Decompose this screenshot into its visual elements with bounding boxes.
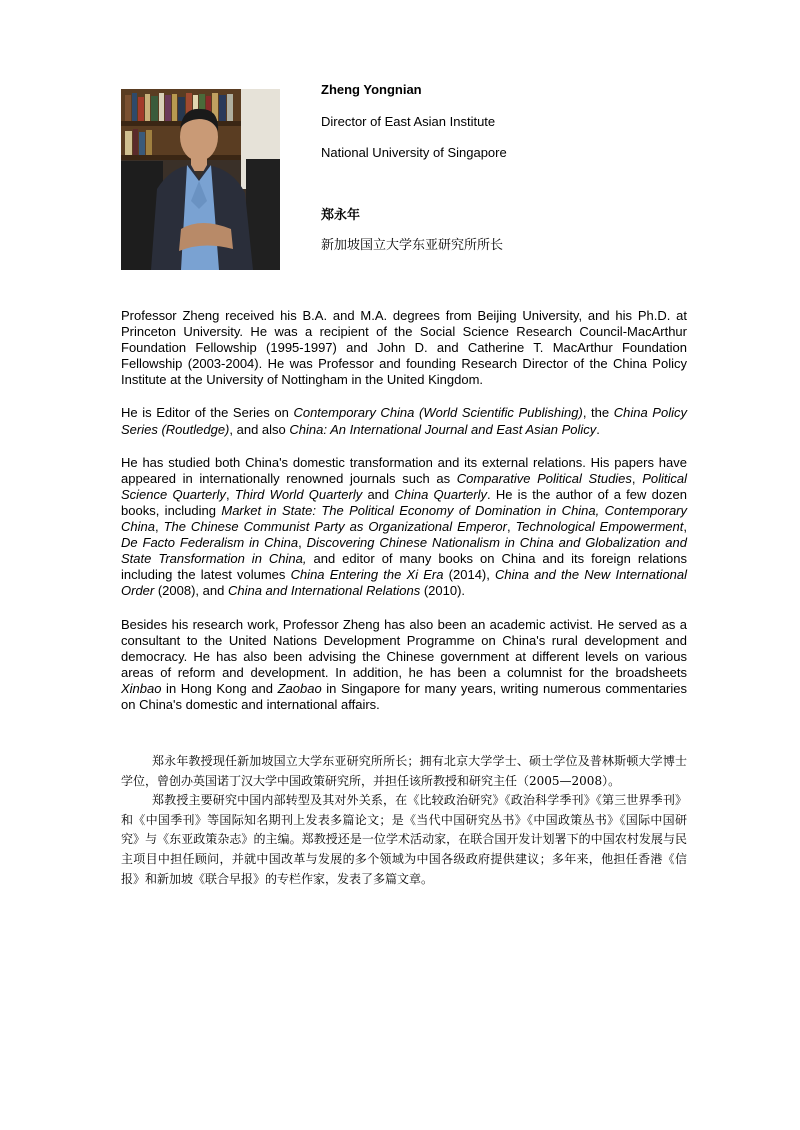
text-run: , <box>154 519 164 535</box>
italic-title: Discovering Chinese Nationalism in China and Globalization and State Transformation in China, <box>121 535 687 567</box>
person-chinese-name: 郑永年 <box>321 208 361 223</box>
header-block <box>321 82 741 253</box>
italic-title: China and the New International Order <box>121 567 688 599</box>
italic-title: Technological Empowerment <box>515 519 684 535</box>
portrait-photo <box>121 89 280 270</box>
person-name: Zheng Yongnian <box>321 82 422 97</box>
text-run: (2008), and <box>154 583 228 599</box>
text-run: and editor of many books on China and its foreign relations including the latest volumes <box>121 551 687 583</box>
italic-title: China Quarterly <box>394 486 488 502</box>
bio-paragraph <box>121 405 687 437</box>
text-run: , <box>298 535 307 551</box>
text-run: , <box>683 519 687 535</box>
text-run: Besides his research work, Professor Zheng has also been an academic activist. He served as a consultant to the United Nations Development Programme on China's rural development and democracy. He has also been advising the Chinese government at different levels on various areas of reform and development. In addition, he has been a columnist for the broadsheets <box>121 616 687 680</box>
italic-title: De Facto Federalism in China <box>121 535 299 551</box>
italic-title: Zaobao <box>277 680 322 696</box>
bio-paragraph <box>121 617 687 714</box>
text-run: and <box>362 486 395 502</box>
italic-title: China: An International Journal and East Asian Policy <box>289 421 597 437</box>
bio-paragraph <box>121 455 687 600</box>
chinese-paragraph: 郑教授主要研究中国内部转型及其对外关系，在《比较政治研究》《政治科学季刊》《第三世界季刊》和《中国季刊》等国际知名期刊上发表多篇论文；是《当代中国研究丛书》《中国政策丛书》《国际中国研究》与《东亚政策杂志》的主编。郑教授还是一位学术活动家，在联合国开发计划署下的中国农村发展与民主项目中担任顾问，并就中国改革与发展的多个领域为中国各级政府提供建议；多年来，他担任香港《信报》和新加坡《联合早报》的专栏作家，发表了多篇文章。 <box>121 793 687 886</box>
text-run: in Singapore for many years, writing numerous commentaries on China's domestic and international affairs. <box>121 680 688 712</box>
text-run: He is Editor of the Series on <box>121 405 294 421</box>
text-run: Professor Zheng received his B.A. and M.A. degrees from Beijing University, and his Ph.D. at Princeton University. He was a recipient of the Social Science Research Council-MacArthur Foundation Fellowship (1995-1997) and John D. and Catherine T. MacArthur Foundation Fellowship (2003-2004). He was Professor and founding Research Director of the China Policy Institute at the University of Nottingham in the United Kingdom. <box>121 308 687 388</box>
person-chinese-title: 新加坡国立大学东亚研究所所长 <box>321 238 504 253</box>
italic-title: The Chinese Communist Party as Organizational Emperor <box>163 519 507 535</box>
italic-title: Contemporary China (World Scientific Publishing) <box>293 405 583 421</box>
text-run: , and also <box>229 421 290 437</box>
italic-title: Third World Quarterly <box>234 486 363 502</box>
text-run: , the <box>582 405 614 421</box>
person-organization: National University of Singapore <box>321 145 507 160</box>
italic-title: China and International Relations <box>227 583 421 599</box>
italic-title: Political Science Quarterly <box>121 470 687 502</box>
text-run: (2014), <box>443 567 496 583</box>
text-run: in Hong Kong and <box>161 680 278 696</box>
text-run: (2010). <box>420 583 466 599</box>
italic-title: China Policy Series (Routledge) <box>121 405 687 437</box>
italic-title: Market in State: The Political Economy of Domination in China, Contemporary China <box>121 502 687 535</box>
italic-title: Comparative Political Studies <box>456 470 632 486</box>
text-run: . <box>596 421 600 437</box>
bio-paragraph <box>121 308 687 388</box>
text-run: . He is the author of a few dozen books, including <box>121 486 688 518</box>
chinese-biography <box>121 752 687 889</box>
english-biography <box>121 308 687 730</box>
portrait-icon <box>121 89 280 270</box>
person-title: Director of East Asian Institute <box>321 114 496 129</box>
text-run: , <box>506 519 516 535</box>
italic-title: Xinbao <box>121 680 162 696</box>
chinese-paragraph: 郑永年教授现任新加坡国立大学东亚研究所所长；拥有北京大学学士、硕士学位及普林斯顿大学博士学位，曾创办英国诺丁汉大学中国政策研究所，并担任该所教授和研究主任（2005—2008）。 <box>121 754 687 788</box>
text-run: He has studied both China's domestic transformation and its external relations. His papers have appeared in internationally renowned journals such as <box>121 454 687 486</box>
italic-title: China Entering the Xi Era <box>290 567 444 583</box>
text-run: , <box>225 486 235 502</box>
text-run: , <box>631 470 643 486</box>
